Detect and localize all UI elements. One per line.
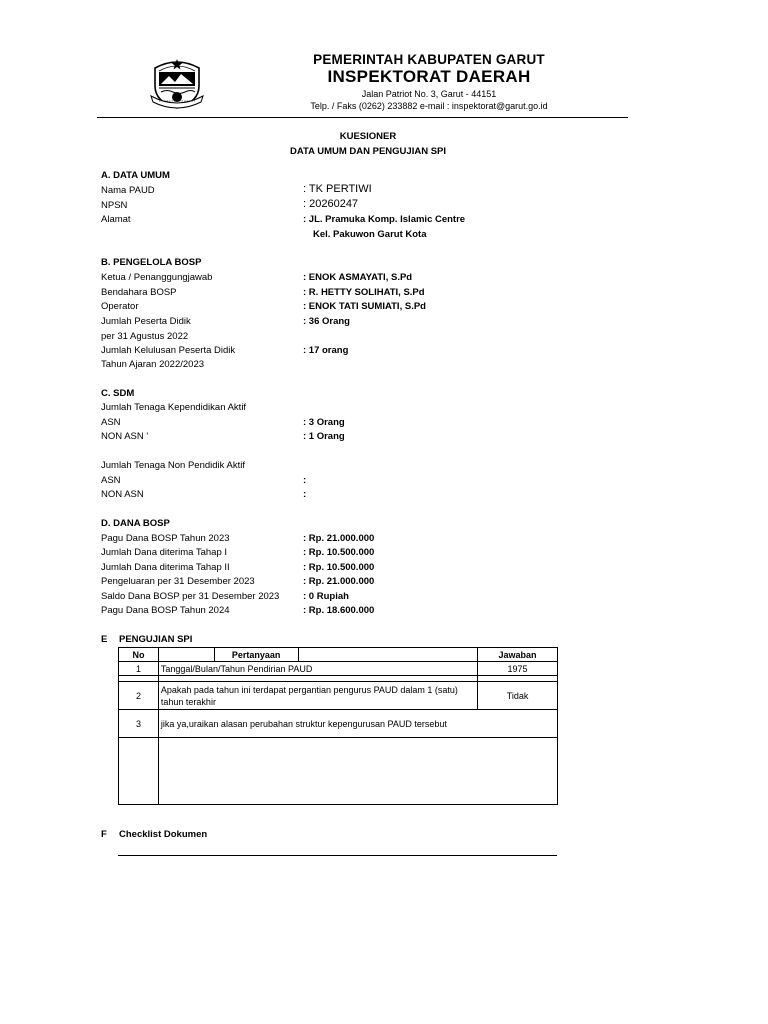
kependidikan-label: Jumlah Tenaga Kependidikan Aktif bbox=[101, 402, 247, 413]
bendahara-label: Bendahara BOSP bbox=[101, 287, 177, 298]
office-address: Jalan Patriot No. 3, Garut - 44151 bbox=[361, 89, 497, 99]
section-b-heading: B. PENGELOLA BOSP bbox=[101, 257, 202, 268]
pagu-2023-label: Pagu Dana BOSP Tahun 2023 bbox=[101, 533, 230, 544]
asn-label: ASN bbox=[101, 417, 121, 428]
row-1-answer: 1975 bbox=[478, 662, 558, 676]
row-2-no: 2 bbox=[119, 682, 159, 710]
row-2-answer: Tidak bbox=[478, 682, 558, 710]
asn-value-2: : bbox=[303, 475, 307, 486]
asn-label-2: ASN bbox=[101, 475, 121, 486]
peserta-value: : 36 Orang bbox=[303, 316, 350, 327]
non-pendidik-label: Jumlah Tenaga Non Pendidik Aktif bbox=[101, 460, 245, 471]
alamat-value: : JL. Pramuka Komp. Islamic Centre bbox=[303, 214, 466, 225]
checklist-divider bbox=[118, 855, 557, 856]
table-row bbox=[119, 662, 558, 676]
kelulusan-value: : 17 orang bbox=[303, 345, 349, 356]
table-header-row bbox=[119, 648, 558, 662]
pengeluaran-value: : Rp. 21.000.000 bbox=[303, 576, 375, 587]
operator-value: : ENOK TATI SUMIATI, S.Pd bbox=[303, 301, 426, 312]
section-a-heading: A. DATA UMUM bbox=[101, 170, 170, 181]
tahap-1-label: Jumlah Dana diterima Tahap I bbox=[101, 547, 228, 558]
section-c-heading: C. SDM bbox=[101, 388, 135, 399]
saldo-value: : 0 Rupiah bbox=[303, 591, 349, 602]
alamat-value-line2: Kel. Pakuwon Garut Kota bbox=[313, 229, 427, 240]
pengeluaran-label: Pengeluaran per 31 Desember 2023 bbox=[101, 576, 255, 587]
row-3-question: jika ya,uraikan alasan perubahan struktur kepengurusan PAUD tersebut bbox=[158, 710, 557, 738]
alamat-label: Alamat bbox=[101, 214, 131, 225]
col-no-header: No bbox=[119, 648, 159, 662]
tahap-2-label: Jumlah Dana diterima Tahap II bbox=[101, 562, 230, 573]
col-jawaban-header: Jawaban bbox=[478, 648, 558, 662]
government-name: PEMERINTAH KABUPATEN GARUT bbox=[313, 52, 545, 67]
pagu-2024-label: Pagu Dana BOSP Tahun 2024 bbox=[101, 605, 230, 616]
section-d-heading: D. DANA BOSP bbox=[101, 518, 170, 529]
col-pertanyaan-header: Pertanyaan bbox=[214, 648, 298, 662]
npsn-value: : 20260247 bbox=[303, 198, 359, 210]
peserta-label-line2: per 31 Agustus 2022 bbox=[101, 331, 189, 342]
nama-paud-label: Nama PAUD bbox=[101, 185, 155, 196]
section-f-heading: Checklist Dokumen bbox=[119, 829, 208, 840]
pagu-2023-value: : Rp. 21.000.000 bbox=[303, 533, 375, 544]
row-3-no: 3 bbox=[119, 710, 159, 738]
saldo-label: Saldo Dana BOSP per 31 Desember 2023 bbox=[101, 591, 280, 602]
operator-label: Operator bbox=[101, 301, 139, 312]
npsn-label: NPSN bbox=[101, 200, 128, 211]
kelulusan-label: Jumlah Kelulusan Peserta Didik bbox=[101, 345, 236, 356]
tahap-2-value: : Rp. 10.500.000 bbox=[303, 562, 375, 573]
letterhead-divider bbox=[97, 117, 628, 118]
office-name: INSPEKTORAT DAERAH bbox=[327, 67, 531, 86]
peserta-label: Jumlah Peserta Didik bbox=[101, 316, 191, 327]
doc-subtitle: DATA UMUM DAN PENGUJIAN SPI bbox=[289, 146, 447, 157]
asn-value: : 3 Orang bbox=[303, 417, 345, 428]
ketua-label: Ketua / Penanggungjawab bbox=[101, 272, 213, 283]
table-row bbox=[119, 710, 558, 738]
spi-table bbox=[118, 647, 558, 805]
nama-paud-value: : TK PERTIWI bbox=[303, 183, 372, 195]
row-1-question: Tanggal/Bulan/Tahun Pendirian PAUD bbox=[158, 662, 477, 676]
bendahara-value: : R. HETTY SOLIHATI, S.Pd bbox=[303, 287, 425, 298]
table-answer-area bbox=[119, 738, 558, 805]
non-asn-label: NON ASN ' bbox=[101, 431, 149, 442]
section-f-letter: F bbox=[101, 829, 107, 840]
non-asn-value: : 1 Orang bbox=[303, 431, 345, 442]
table-row bbox=[119, 682, 558, 710]
tahap-1-value: : Rp. 10.500.000 bbox=[303, 547, 375, 558]
non-asn-value-2: : bbox=[303, 489, 307, 500]
kelulusan-label-line2: Tahun Ajaran 2022/2023 bbox=[101, 359, 205, 370]
row-1-no: 1 bbox=[119, 662, 159, 676]
section-e-heading: PENGUJIAN SPI bbox=[119, 634, 193, 645]
row-2-question: Apakah pada tahun ini terdapat pergantian pengurus PAUD dalam 1 (satu) tahun terakhir bbox=[158, 682, 477, 710]
section-e-letter: E bbox=[101, 634, 108, 645]
doc-title: KUESIONER bbox=[339, 131, 397, 142]
non-asn-label-2: NON ASN bbox=[101, 489, 144, 500]
office-contact: Telp. / Faks (0262) 233882 e-mail : inspektorat@garut.go.id bbox=[310, 101, 548, 111]
ketua-value: : ENOK ASMAYATI, S.Pd bbox=[303, 272, 413, 283]
pagu-2024-value: : Rp. 18.600.000 bbox=[303, 605, 375, 616]
